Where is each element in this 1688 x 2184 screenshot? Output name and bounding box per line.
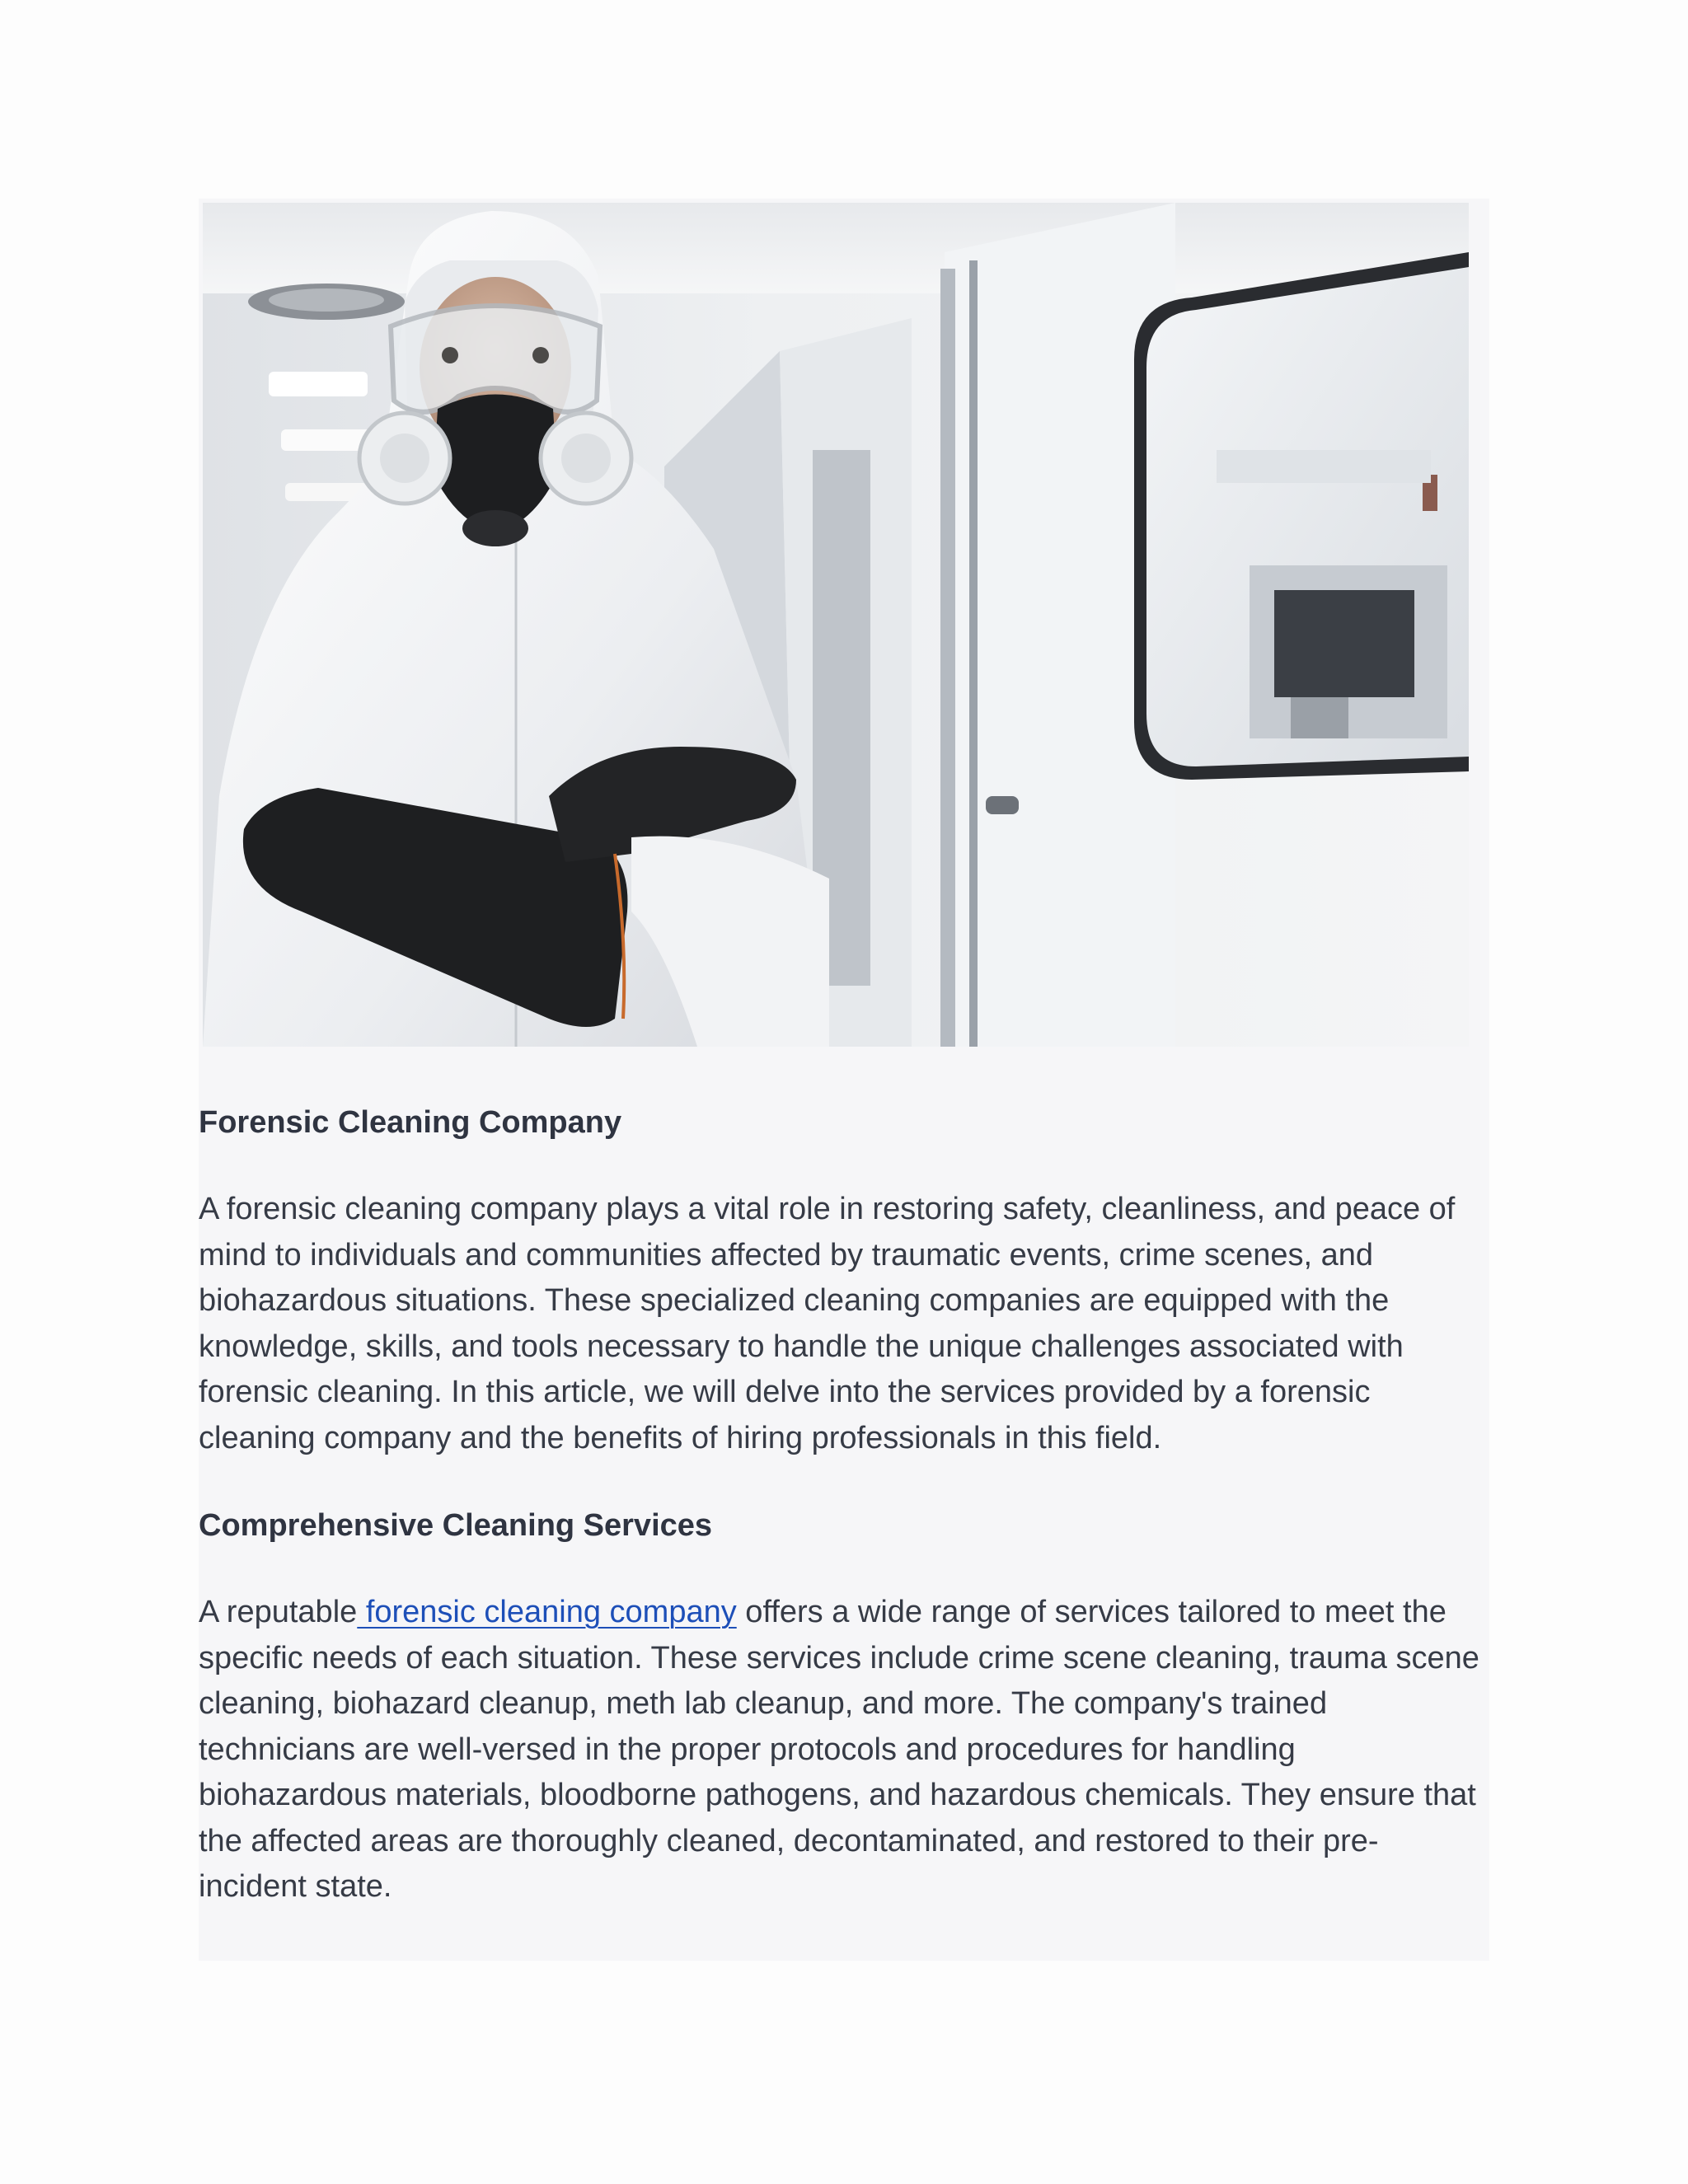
article-card: [199, 199, 1489, 1961]
services-paragraph: [199, 1590, 1484, 1910]
section-heading-forensic-cleaning: Forensic Cleaning Company: [199, 1105, 622, 1140]
hazmat-technician-photo: [203, 203, 1469, 1047]
services-paragraph-lead: A reputable: [199, 1595, 358, 1629]
section-heading-comprehensive-services: Comprehensive Cleaning Services: [199, 1508, 713, 1543]
intro-paragraph: A forensic cleaning company plays a vital role in restoring safety, cleanliness, and peace of mind to individuals and communities affected by traumatic events, crime scenes, and biohazardous situations. These specialized cleaning companies are equipped with the knowledge, skills, and tools necessary to handle the unique challenges associated with forensic cleaning. In this article, we will delve into the services provided by a forensic cleaning company and the benefits of hiring professionals in this field.: [199, 1192, 1456, 1455]
article-content: [199, 1101, 1484, 1910]
services-paragraph-rest: offers a wide range of services tailored to meet the specific needs of each situation. These services include crime scene cleaning, trauma scene cleaning, biohazard cleanup, meth lab cleanup, and more. The company's trained technicians are well-versed in the proper protocols and procedures for handling biohazardous materials, bloodborne pathogens, and hazardous chemicals. They ensure that the affected areas are thoroughly cleaned, decontaminated, and restored to their pre-incident state.: [199, 1595, 1479, 1904]
forensic-cleaning-company-link[interactable]: forensic cleaning company: [357, 1595, 737, 1629]
